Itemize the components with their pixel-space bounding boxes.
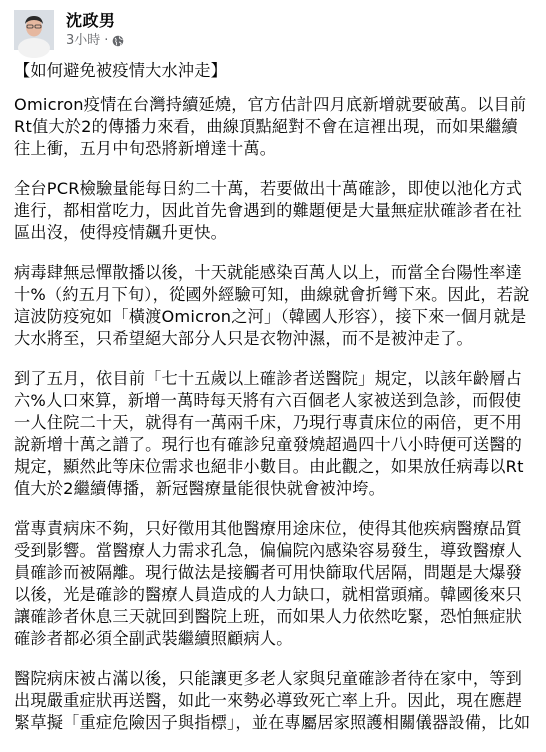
post-paragraph: 全台PCR檢驗量能每日約二十萬，若要做出十萬確診，即使以池化方式進行，都相當吃力，因此首先會遇到的難題便是大量無症狀確診者在社區出沒，使得疫情飆升更快。 bbox=[14, 179, 523, 242]
post-meta bbox=[66, 11, 124, 50]
post-paragraph: Omicron疫情在台灣持續延燒，官方估計四月底新增就要破萬。以目前Rt值大於2的傳播力來看，曲線頂點絕對不會在這裡出現，而如果繼續往上衝，五月中旬恐將新增達十萬。 bbox=[14, 95, 527, 158]
meta-separator: · bbox=[104, 32, 109, 48]
post-body bbox=[14, 60, 534, 752]
post-title: 【如何避免被疫情大水沖走】 bbox=[14, 61, 228, 80]
author-name[interactable]: 沈政男 bbox=[66, 10, 116, 30]
post-paragraph: 病毒肆無忌憚散播以後，十天就能感染百萬人以上，而當全台陽性率達十%（約五月下旬），從國外經驗可知，曲線就會折彎下來。因此，若說這波防疫宛如「橫渡Omicron之河」（韓國人形容），接下來一個月就是大水將至，只希望絕大部分人只是衣物沖濕，而不是被沖走了。 bbox=[14, 263, 530, 348]
post-subline bbox=[66, 32, 124, 50]
post-time[interactable]: 3小時 bbox=[66, 32, 101, 48]
post-paragraph: 醫院病床被占滿以後，只能讓更多老人家與兒童確診者待在家中，等到出現嚴重症狀再送醫，如此一來勢必導致死亡率上升。因此，現在應趕緊草擬「重症危險因子與指標」，並在專屬居家照護相關儀器設備，比如 bbox=[14, 669, 531, 732]
avatar-portrait-icon bbox=[14, 10, 54, 50]
post-paragraph: 到了五月，依目前「七十五歲以上確診者送醫院」規定，以該年齡層占六%人口來算，新增一萬時每天將有六百個老人家被送到急診，而假使一人住院二十天，就得有一萬兩千床，乃現行專責床位的兩倍，更不用說新增十萬之譜了。現行也有確診兒童發燒超過四十八小時便可送醫的規定，顯然此等床位需求也絕非小數目。由此觀之，如果放任病毒以Rt值大於2繼續傳播，新冠醫療量能很快就會被沖垮。 bbox=[14, 369, 524, 498]
post-paragraph: 當專責病床不夠，只好徵用其他醫療用途床位，使得其他疾病醫療品質受到影響。當醫療人力需求孔急，偏偏院內感染容易發生，導致醫療人員確診而被隔離。現行做法是接觸者可用快篩取代居隔，問題是大爆發以後，光是確診的醫療人員造成的人力缺口，就相當頭痛。韓國後來只讓確診者休息三天就回到醫院上班，而如果人力依然吃緊，恐怕無症狀確診者都必須全副武裝繼續照顧病人。 bbox=[14, 519, 523, 648]
author-avatar[interactable] bbox=[14, 10, 54, 50]
globe-icon[interactable] bbox=[112, 35, 124, 47]
post-header bbox=[14, 8, 124, 52]
